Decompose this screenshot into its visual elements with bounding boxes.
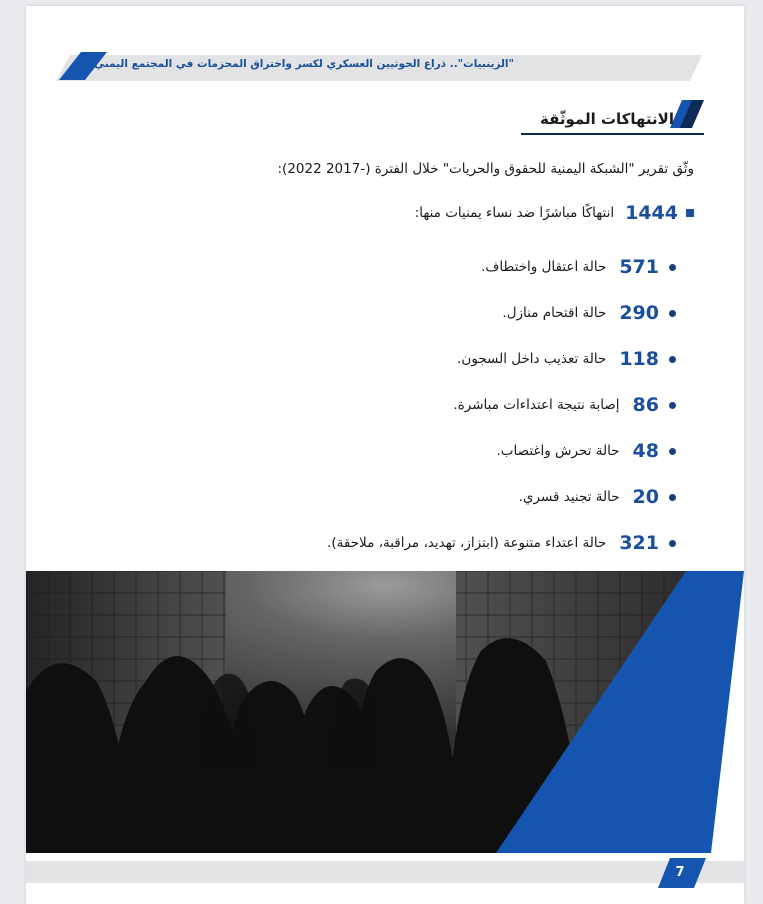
bullet-dot-icon — [669, 402, 676, 409]
bullet-dot-icon — [669, 540, 676, 547]
list-item — [76, 244, 676, 290]
bullet-dot-icon — [669, 356, 676, 363]
section-title-slash-icon — [670, 96, 704, 130]
item-number: 20 — [632, 486, 659, 508]
item-number: 118 — [619, 348, 659, 370]
lead-item — [74, 202, 694, 224]
item-text: إصابة نتيجة اعتداءات مباشرة. — [453, 397, 620, 413]
item-number: 86 — [632, 394, 659, 416]
lead-text: انتهاكًا مباشرًا ضد نساء يمنيات منها: — [414, 205, 615, 221]
bullet-dot-icon — [669, 264, 676, 271]
bullet-dot-icon — [669, 310, 676, 317]
item-number: 48 — [632, 440, 659, 462]
list-item — [76, 474, 676, 520]
item-text: حالة تحرش واغتصاب. — [496, 443, 620, 459]
list-item — [76, 520, 676, 566]
violations-list — [76, 244, 676, 566]
square-bullet-icon — [686, 209, 694, 217]
item-text: حالة اعتداء متنوعة (ابتزاز، تهديد، مراقبة، ملاحقة). — [327, 535, 607, 551]
item-number: 571 — [619, 256, 659, 278]
item-text: حالة اعتقال واختطاف. — [481, 259, 607, 275]
section-title: الانتهاكات الموثّقة — [539, 110, 674, 128]
item-text: حالة تجنيد قسري. — [518, 489, 620, 505]
item-text: حالة اقتحام منازل. — [502, 305, 607, 321]
footer-band — [26, 861, 744, 883]
list-item — [76, 336, 676, 382]
list-item — [76, 382, 676, 428]
bullet-dot-icon — [669, 448, 676, 455]
list-item — [76, 290, 676, 336]
page-number: 7 — [675, 865, 685, 880]
bullet-dot-icon — [669, 494, 676, 501]
photo-blue-stripe — [496, 571, 744, 853]
list-item — [76, 428, 676, 474]
item-text: حالة تعذيب داخل السجون. — [457, 351, 607, 367]
item-number: 321 — [619, 532, 659, 554]
item-number: 290 — [619, 302, 659, 324]
section-title-underline — [521, 133, 704, 135]
lead-number: 1444 — [625, 202, 678, 224]
intro-paragraph: وثّق تقرير "الشبكة اليمنية للحقوق والحريات" خلال الفترة (-2017 2022): — [277, 161, 694, 177]
running-title: "الزينبيات".. ذراع الحوثيين العسكري لكسر واختراق المحزمات في المجتمع اليمني — [94, 58, 514, 70]
document-page — [26, 6, 744, 904]
